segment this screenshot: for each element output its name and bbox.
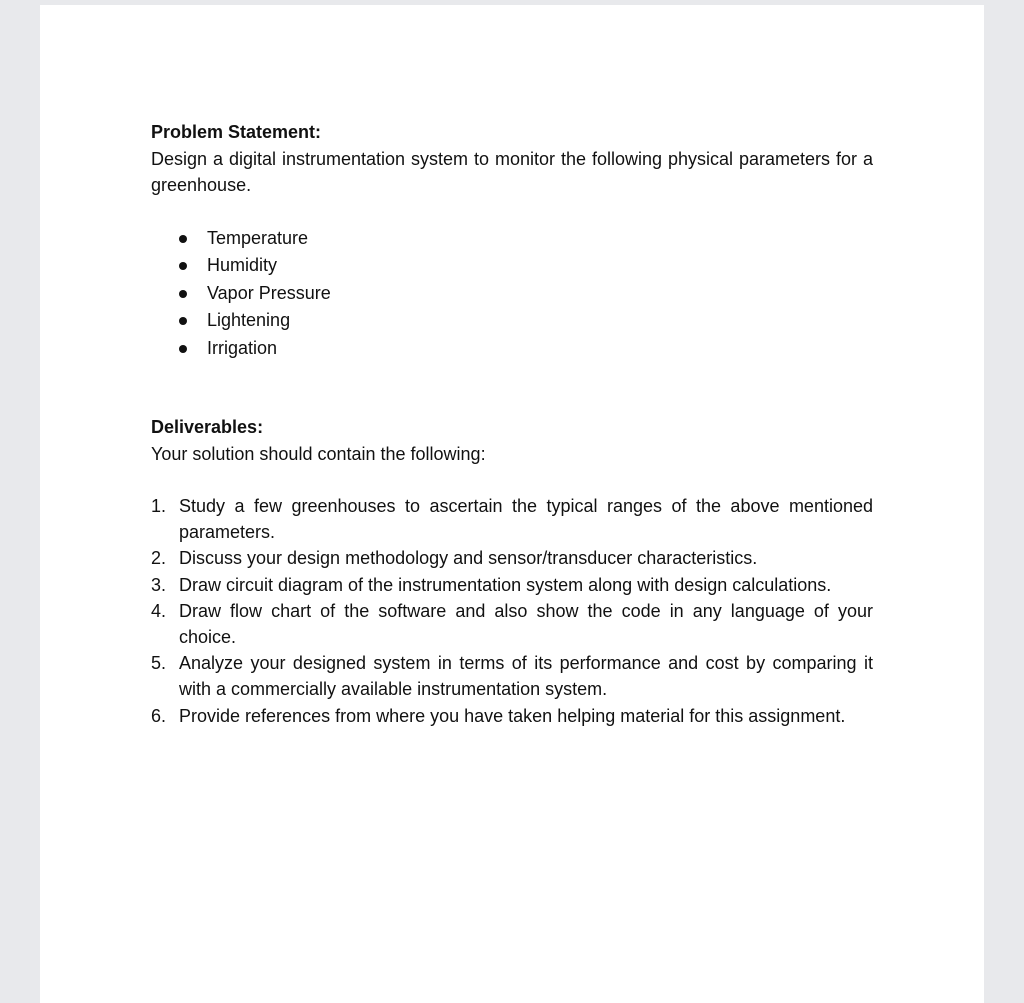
problem-description: Design a digital instrumentation system to monitor the following physical parameters for a greenhouse. [151,148,873,195]
document-page [40,5,984,1003]
parameter-label: Humidity [207,255,278,275]
deliverable-number: 4. [151,600,167,621]
parameter-item [179,307,873,335]
deliverable-number: 6. [151,705,167,726]
deliverables-section [151,414,873,729]
bullet-icon [179,262,187,270]
deliverable-text: Draw flow chart of the software and also show the code in any language of your choice. [179,600,873,648]
parameter-item [179,252,873,280]
deliverable-item [151,598,873,650]
parameter-label: Irrigation [207,337,278,358]
problem-statement-heading: Problem Statement: [151,122,322,142]
bullet-icon [179,290,187,298]
parameter-item [179,225,873,253]
deliverable-item [151,572,873,598]
deliverable-text: Discuss your design methodology and sensor/transducer characteristics. [179,548,758,569]
deliverable-item [151,493,873,545]
deliverable-text: Study a few greenhouses to ascertain the typical ranges of the above mentioned parameters. [179,496,873,543]
deliverables-list [151,493,873,729]
problem-statement-section [151,119,873,362]
deliverable-item [151,703,873,729]
parameter-list [151,225,873,363]
deliverable-text: Analyze your designed system in terms of its performance and cost by comparing it with a commercially available instrumentation system. [179,653,873,700]
deliverable-item [151,545,873,571]
deliverable-number: 5. [151,653,167,674]
deliverable-text: Draw circuit diagram of the instrumentation system along with design calculations. [179,574,832,595]
deliverable-number: 3. [151,574,167,595]
deliverable-text: Provide references from where you have taken helping material for this assignment. [179,705,846,726]
parameter-label: Lightening [207,310,291,330]
deliverable-item [151,650,873,702]
parameter-item [179,335,873,363]
deliverables-intro: Your solution should contain the following: [151,443,486,464]
bullet-icon [179,235,187,243]
document-content [151,119,873,729]
bullet-icon [179,345,187,353]
deliverable-number: 1. [151,496,167,516]
parameter-label: Vapor Pressure [207,282,331,303]
parameter-item [179,280,873,308]
bullet-icon [179,317,187,325]
deliverables-heading: Deliverables: [151,417,264,437]
deliverable-number: 2. [151,548,167,569]
parameter-label: Temperature [207,227,309,248]
